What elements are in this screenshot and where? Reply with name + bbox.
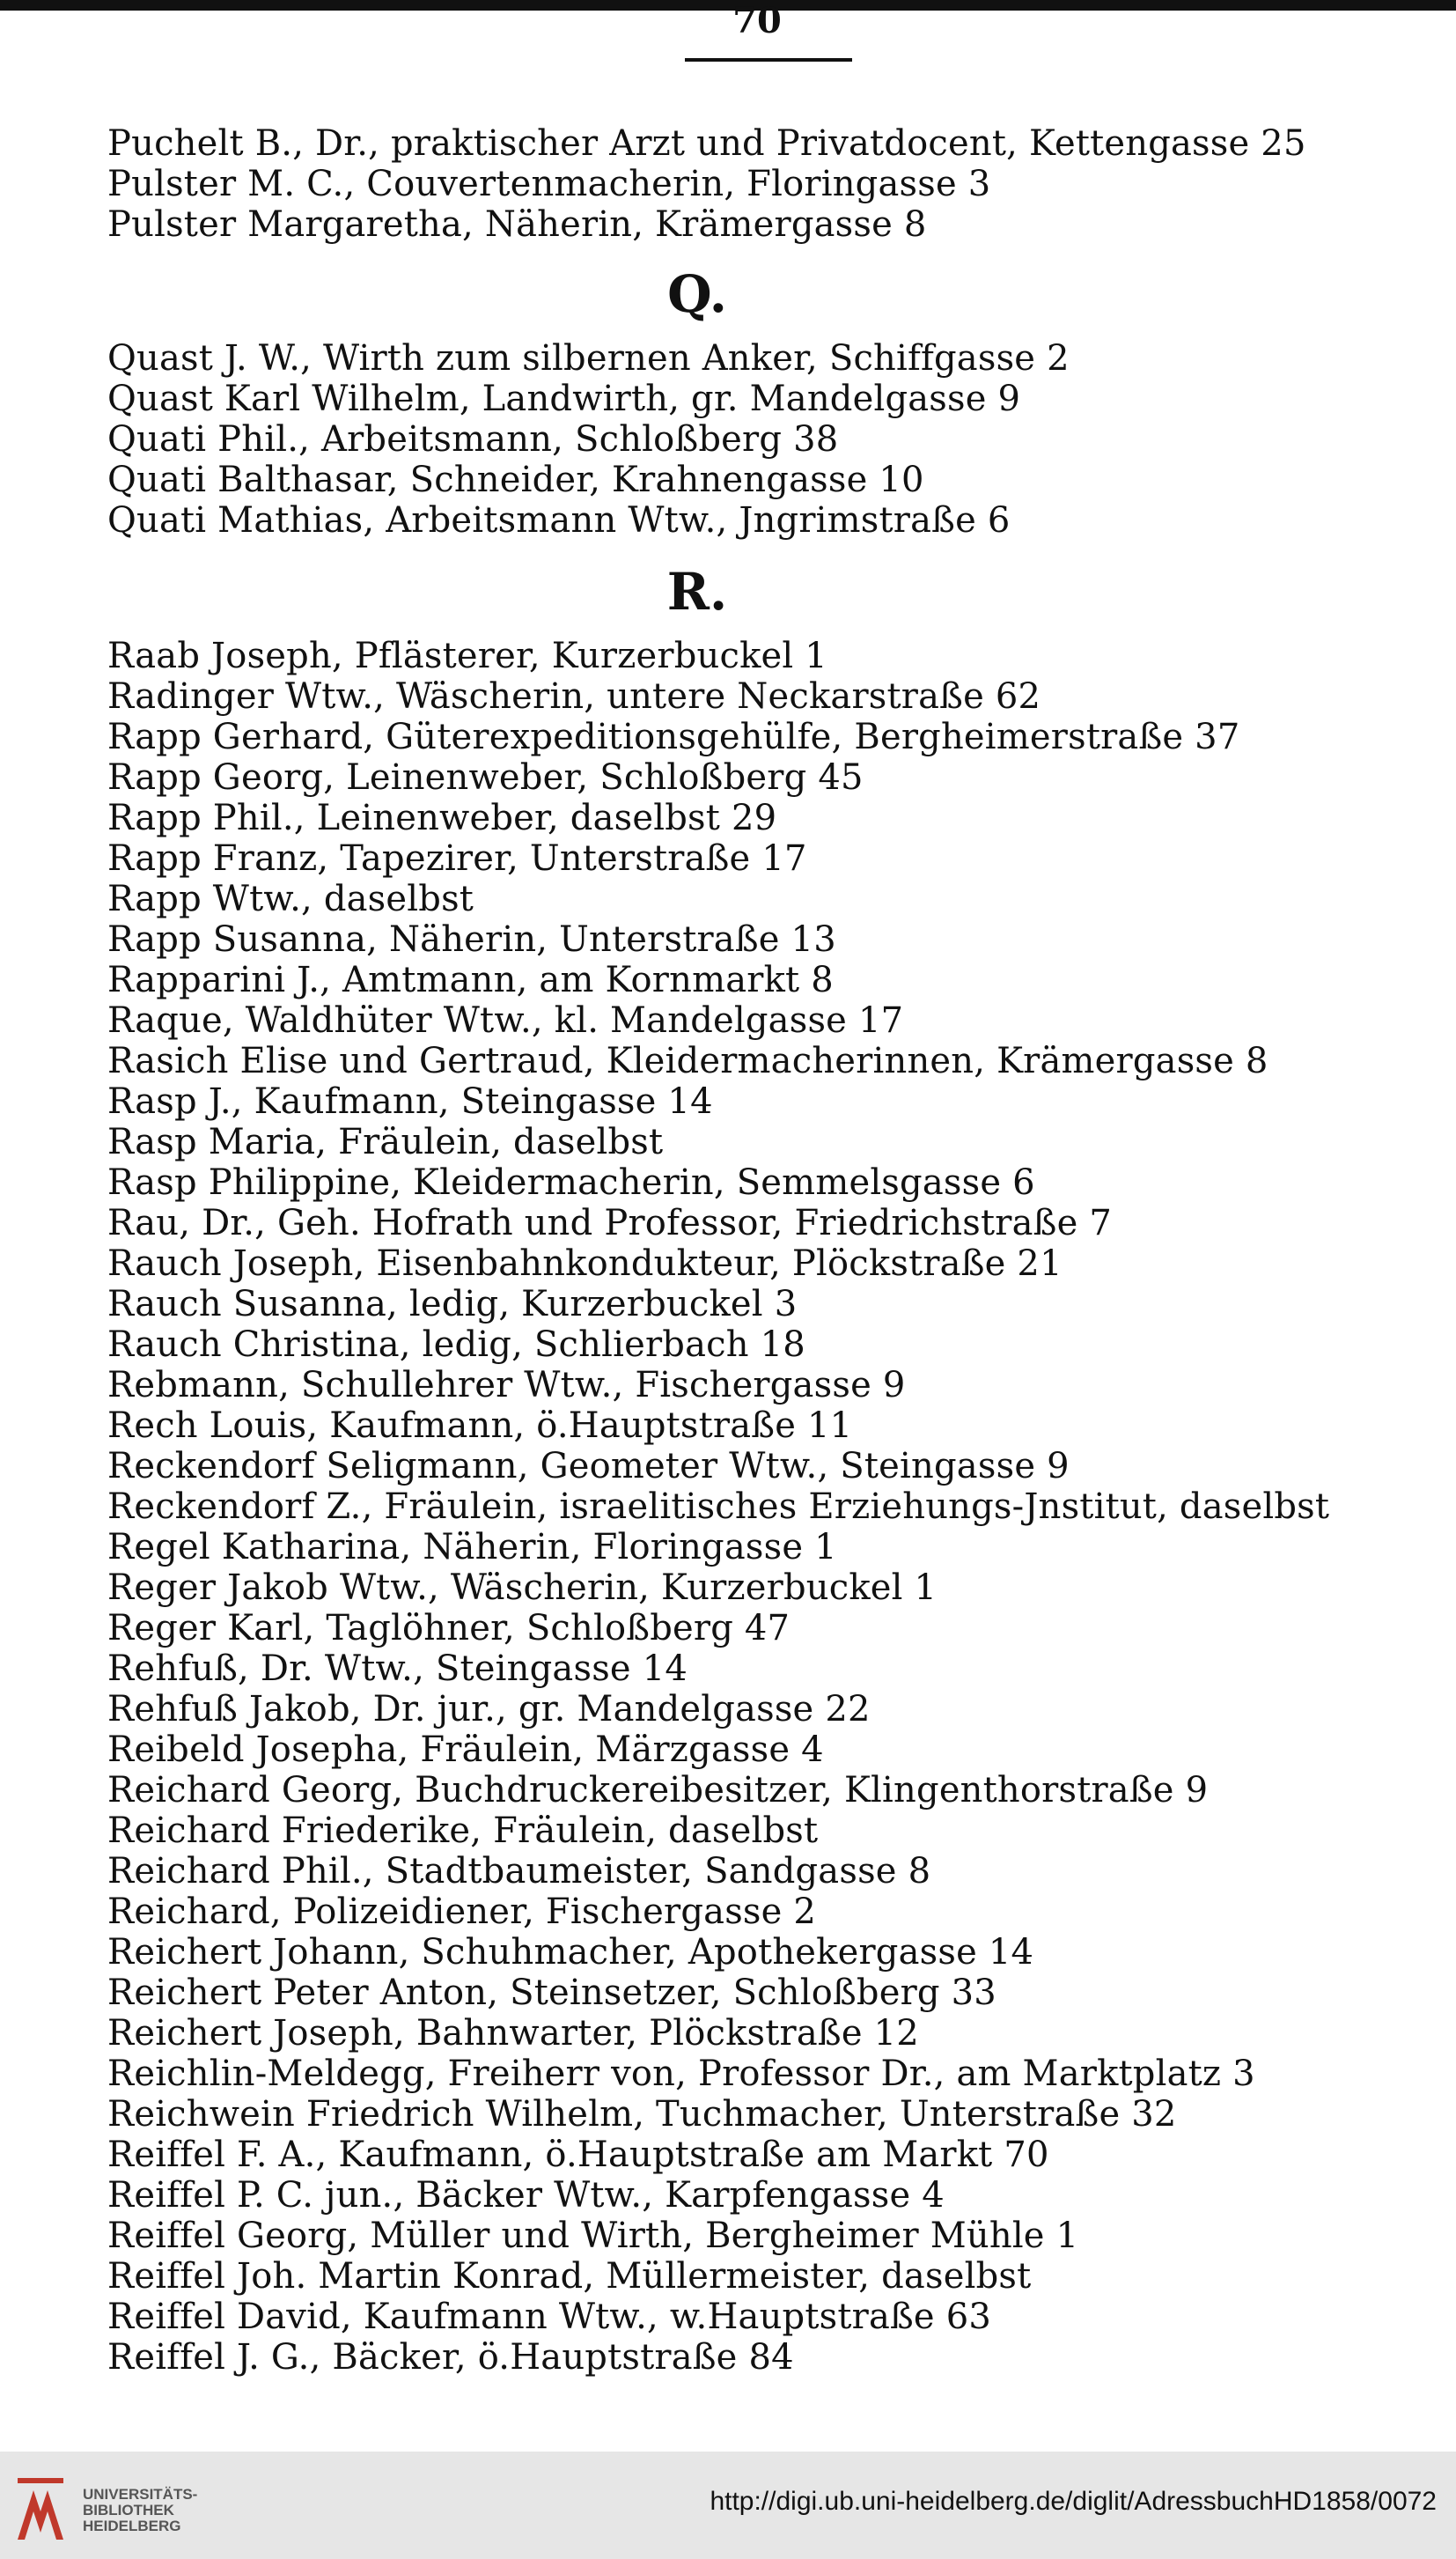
directory-entry: Reichert Joseph, Bahnwarter, Plöckstraße 12 xyxy=(107,2013,919,2054)
library-logo[interactable] xyxy=(14,2473,217,2543)
letter-heading-q: Q. xyxy=(667,264,727,324)
directory-entry: Reibeld Josepha, Fräulein, Märzgasse 4 xyxy=(107,1729,824,1770)
directory-entry: Rapp Gerhard, Güterexpeditionsgehülfe, Bergheimerstraße 37 xyxy=(107,717,1240,757)
directory-entry: Radinger Wtw., Wäscherin, untere Neckarstraße 62 xyxy=(107,676,1041,717)
directory-entry: Reiffel David, Kaufmann Wtw., w.Hauptstraße 63 xyxy=(107,2297,992,2337)
directory-entry: Reiffel Joh. Martin Konrad, Müllermeister, daselbst xyxy=(107,2256,1032,2297)
page-number-rule xyxy=(685,58,852,62)
directory-entry: Rapp Franz, Tapezirer, Unterstraße 17 xyxy=(107,838,807,879)
directory-entry: Pulster M. C., Couvertenmacherin, Floringasse 3 xyxy=(107,164,991,204)
directory-entry: Reichwein Friedrich Wilhelm, Tuchmacher, Unterstraße 32 xyxy=(107,2094,1177,2135)
directory-entry: Reichert Johann, Schuhmacher, Apothekergasse 14 xyxy=(107,1932,1034,1973)
directory-entry: Rau, Dr., Geh. Hofrath und Professor, Friedrichstraße 7 xyxy=(107,1203,1112,1243)
directory-entry: Reichard Friederike, Fräulein, daselbst xyxy=(107,1810,819,1851)
directory-entry: Reiffel Georg, Müller und Wirth, Bergheimer Mühle 1 xyxy=(107,2216,1079,2256)
directory-entry: Rasich Elise und Gertraud, Kleidermacherinnen, Krämergasse 8 xyxy=(107,1041,1268,1081)
directory-entry: Rasp Maria, Fräulein, daselbst xyxy=(107,1122,664,1162)
directory-entry: Raque, Waldhüter Wtw., kl. Mandelgasse 17 xyxy=(107,1000,904,1041)
directory-entry: Rapparini J., Amtmann, am Kornmarkt 8 xyxy=(107,960,834,1000)
directory-entry: Quati Phil., Arbeitsmann, Schloßberg 38 xyxy=(107,419,839,460)
directory-entry: Reger Jakob Wtw., Wäscherin, Kurzerbuckel 1 xyxy=(107,1567,938,1608)
directory-entry: Reichard Georg, Buchdruckereibesitzer, Klingenthorstraße 9 xyxy=(107,1770,1209,1810)
directory-entry: Rauch Christina, ledig, Schlierbach 18 xyxy=(107,1324,805,1365)
directory-entry: Rehfuß, Dr. Wtw., Steingasse 14 xyxy=(107,1648,688,1689)
directory-entries xyxy=(107,123,1410,2378)
source-url-link[interactable]: http://digi.ub.uni-heidelberg.de/diglit/AdressbuchHD1858/0072 xyxy=(710,2487,1437,2516)
section-r xyxy=(107,636,1410,2378)
section-p-tail xyxy=(107,123,1410,245)
directory-entry: Reichert Peter Anton, Steinsetzer, Schloßberg 33 xyxy=(107,1973,996,2013)
directory-entry: Rapp Georg, Leinenweber, Schloßberg 45 xyxy=(107,757,864,798)
directory-entry: Reger Karl, Taglöhner, Schloßberg 47 xyxy=(107,1608,791,1648)
directory-entry: Reiffel J. G., Bäcker, ö.Hauptstraße 84 xyxy=(107,2337,794,2378)
footer-bar xyxy=(0,2452,1456,2559)
directory-entry: Reiffel F. A., Kaufmann, ö.Hauptstraße am Markt 70 xyxy=(107,2135,1049,2175)
directory-entry: Rauch Joseph, Eisenbahnkondukteur, Plöckstraße 21 xyxy=(107,1243,1063,1284)
directory-entry: Regel Katharina, Näherin, Floringasse 1 xyxy=(107,1527,837,1567)
directory-entry: Rasp Philippine, Kleidermacherin, Semmelsgasse 6 xyxy=(107,1162,1035,1203)
directory-entry: Reiffel P. C. jun., Bäcker Wtw., Karpfengasse 4 xyxy=(107,2175,945,2216)
directory-entry: Reichard Phil., Stadtbaumeister, Sandgasse 8 xyxy=(107,1851,931,1892)
directory-entry: Quast J. W., Wirth zum silbernen Anker, Schiffgasse 2 xyxy=(107,338,1070,379)
directory-entry: Reckendorf Z., Fräulein, israelitisches Erziehungs-Jnstitut, daselbst xyxy=(107,1486,1330,1527)
section-q xyxy=(107,338,1410,541)
directory-entry: Raab Joseph, Pflästerer, Kurzerbuckel 1 xyxy=(107,636,827,676)
page-number: 70 xyxy=(732,0,782,41)
directory-entry: Rapp Phil., Leinenweber, daselbst 29 xyxy=(107,798,777,838)
directory-entry: Rehfuß Jakob, Dr. jur., gr. Mandelgasse 22 xyxy=(107,1689,871,1729)
directory-entry: Reckendorf Seligmann, Geometer Wtw., Steingasse 9 xyxy=(107,1446,1070,1486)
directory-entry: Puchelt B., Dr., praktischer Arzt und Privatdocent, Kettengasse 25 xyxy=(107,123,1306,164)
directory-entry: Pulster Margaretha, Näherin, Krämergasse 8 xyxy=(107,204,927,245)
directory-entry: Reichard, Polizeidiener, Fischergasse 2 xyxy=(107,1892,817,1932)
directory-entry: Rebmann, Schullehrer Wtw., Fischergasse 9 xyxy=(107,1365,906,1405)
library-logo-text xyxy=(83,2487,197,2534)
directory-entry: Reichlin-Meldegg, Freiherr von, Professor Dr., am Marktplatz 3 xyxy=(107,2054,1255,2094)
directory-entry: Quati Mathias, Arbeitsmann Wtw., Jngrimstraße 6 xyxy=(107,500,1011,541)
logo-line: HEIDELBERG xyxy=(83,2518,181,2534)
directory-entry: Rauch Susanna, ledig, Kurzerbuckel 3 xyxy=(107,1284,798,1324)
directory-entry: Quati Balthasar, Schneider, Krahnengasse 10 xyxy=(107,460,924,500)
directory-entry: Rapp Susanna, Näherin, Unterstraße 13 xyxy=(107,919,836,960)
logo-line: BIBLIOTHEK xyxy=(83,2502,174,2518)
directory-entry: Rapp Wtw., daselbst xyxy=(107,879,474,919)
directory-entry: Quast Karl Wilhelm, Landwirth, gr. Mandelgasse 9 xyxy=(107,379,1021,419)
directory-entry: Rech Louis, Kaufmann, ö.Hauptstraße 11 xyxy=(107,1405,853,1446)
letter-heading-r: R. xyxy=(666,562,728,622)
logo-line: UNIVERSITÄTS- xyxy=(83,2486,198,2503)
directory-entry: Rasp J., Kaufmann, Steingasse 14 xyxy=(107,1081,713,1122)
library-logo-icon xyxy=(14,2473,67,2543)
